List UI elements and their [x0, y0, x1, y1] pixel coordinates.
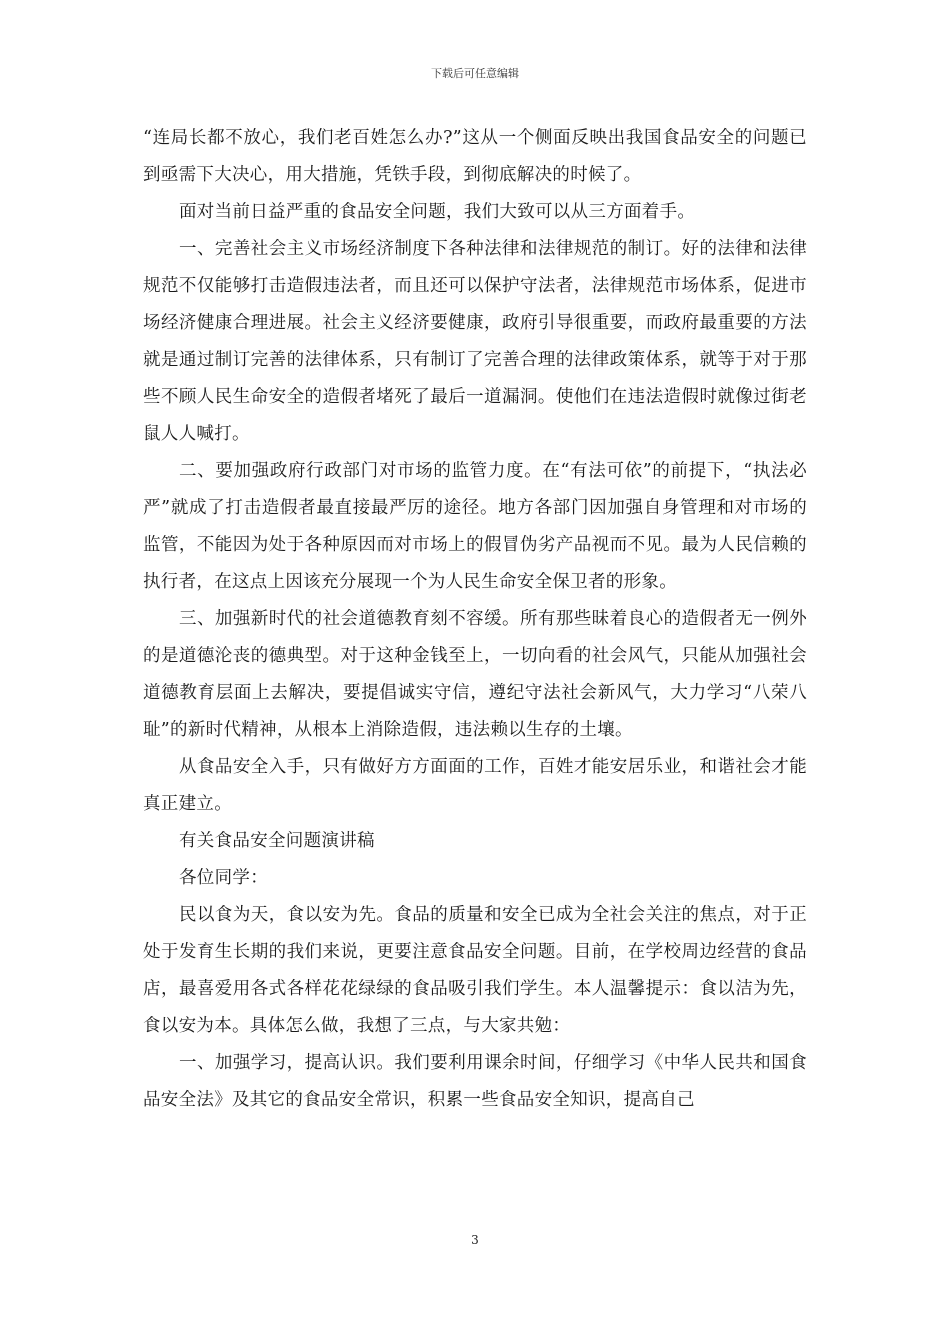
paragraph: 一、加强学习，提高认识。我们要利用课余时间，仔细学习《中华人民共和国食品安全法》及其它的食品安全常识，积累一些食品安全知识，提高自己	[143, 1053, 807, 1110]
section-title: 有关食品安全问题演讲稿	[179, 831, 375, 851]
paragraph: “连局长都不放心，我们老百姓怎么办?”这从一个侧面反映出我国食品安全的问题已到亟需下大决心，用大措施，凭铁手段，到彻底解决的时候了。	[143, 128, 807, 185]
page-header: 下载后可任意编辑	[431, 67, 519, 80]
paragraph: 一、完善社会主义市场经济制度下各种法律和法律规范的制订。好的法律和法律规范不仅能够打击造假违法者，而且还可以保护守法者，法律规范市场体系，促进市场经济健康合理进展。社会主义经济要健康，政府引导很重要，而政府最重要的方法就是通过制订完善的法律体系，只有制订了完善合理的法律政策体系，就等于对于那些不顾人民生命安全的造假者堵死了最后一道漏洞。使他们在违法造假时就像过街老鼠人人喊打。	[143, 239, 807, 444]
paragraph: 民以食为天，食以安为先。食品的质量和安全已成为全社会关注的焦点，对于正处于发育生长期的我们来说，更要注意食品安全问题。目前，在学校周边经营的食品店，最喜爱用各式各样花花绿绿的食品吸引我们学生。本人温馨提示：食以洁为先，食以安为本。具体怎么做，我想了三点，与大家共勉：	[143, 905, 807, 1036]
paragraph: 三、加强新时代的社会道德教育刻不容缓。所有那些昧着良心的造假者无一例外的是道德沦丧的德典型。对于这种金钱至上，一切向看的社会风气，只能从加强社会道德教育层面上去解决，要提倡诚实守信，遵纪守法社会新风气，大力学习“八荣八耻”的新时代精神，从根本上消除造假，违法赖以生存的土壤。	[143, 609, 807, 740]
paragraph: 从食品安全入手，只有做好方方面面的工作，百姓才能安居乐业，和谐社会才能真正建立。	[143, 757, 807, 814]
page-number: 3	[471, 1233, 479, 1247]
paragraph: 二、要加强政府行政部门对市场的监管力度。在“有法可依”的前提下，“执法必严”就成了打击造假者最直接最严厉的途径。地方各部门因加强自身管理和对市场的监管，不能因为处于各种原因而对市场上的假冒伪劣产品视而不见。最为人民信赖的执行者，在这点上因该充分展现一个为人民生命安全保卫者的形象。	[143, 461, 807, 592]
document-body	[143, 120, 807, 1119]
salutation: 各位同学：	[179, 868, 268, 888]
paragraph: 面对当前日益严重的食品安全问题，我们大致可以从三方面着手。	[179, 202, 696, 222]
